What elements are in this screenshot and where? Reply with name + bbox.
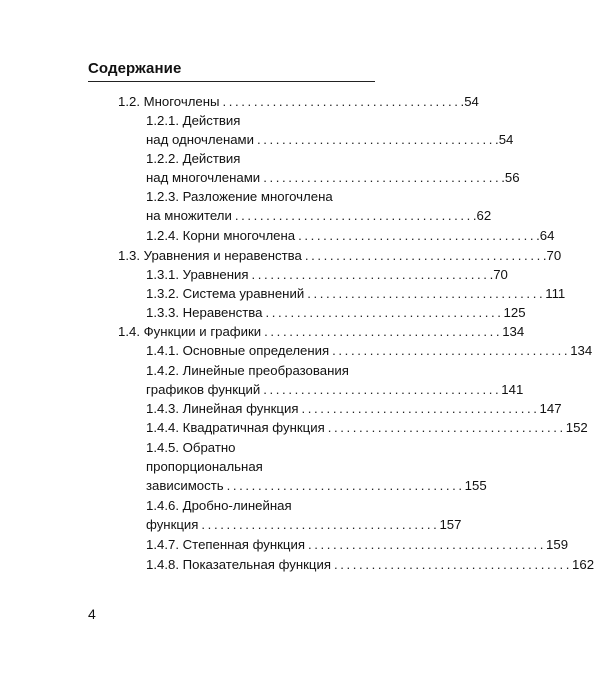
toc-entry-1-3[interactable] <box>118 246 562 265</box>
toc-entry-1-4-5-line3[interactable] <box>146 476 487 495</box>
toc-entry-page: 152 <box>565 420 588 435</box>
dot-leader: ...................................... <box>251 267 490 282</box>
toc-entry-page: .70 <box>489 267 508 282</box>
dot-leader: ...................................... <box>308 537 547 552</box>
toc-entry-1-4-2-line1[interactable] <box>146 361 371 380</box>
toc-entry-page: 157 <box>439 517 462 532</box>
toc-entry-title: над многочленами <box>146 170 261 185</box>
toc-entry-page: .70 <box>542 248 562 263</box>
dot-leader: ...................................... <box>327 420 566 435</box>
toc-entry-1-4-3[interactable] <box>146 399 562 418</box>
page-title: Содержание <box>88 60 182 77</box>
dot-leader: ...................................... <box>307 286 546 301</box>
toc-entry-title: 1.4.2. Линейные преобразования <box>146 363 349 378</box>
toc-entry-title: 1.3.3. Неравенства <box>146 305 263 320</box>
toc-entry-page: 134 <box>570 343 593 358</box>
dot-leader: ...................................... <box>334 557 573 572</box>
toc-entry-title: функция <box>146 517 199 532</box>
toc-entry-1-3-1[interactable] <box>146 265 508 284</box>
toc-entry-page: 159 <box>546 537 569 552</box>
toc-entry-1-4-5-line2[interactable] <box>146 457 371 476</box>
dot-leader: ...................................... <box>301 401 540 416</box>
toc-entry-page: 141 <box>501 382 524 397</box>
page-number: 4 <box>88 606 96 622</box>
toc-entry-title: 1.3. Уравнения и неравенства <box>118 248 302 263</box>
toc-entry-page: 162 <box>572 557 594 572</box>
dot-leader: ...................................... <box>332 343 571 358</box>
dot-leader: ...................................... <box>201 517 440 532</box>
toc-entry-title: 1.2.2. Действия <box>146 151 241 166</box>
toc-entry-1-4-6-line1[interactable] <box>146 496 371 515</box>
toc-entry-page: 134 <box>502 324 525 339</box>
toc-entry-1-4-8[interactable] <box>146 555 594 574</box>
toc-entry-1-2-2-line1[interactable] <box>146 149 371 168</box>
toc-entry-1-2-4[interactable] <box>146 226 555 245</box>
toc-entry-1-2-1-line2[interactable] <box>146 130 514 149</box>
toc-entry-1-2[interactable] <box>118 92 479 111</box>
toc-entry-title: 1.4.3. Линейная функция <box>146 401 299 416</box>
toc-entry-1-4[interactable] <box>118 322 525 341</box>
toc-entry-title: 1.4. Функции и графики <box>118 324 262 339</box>
toc-entry-1-4-5-line1[interactable] <box>146 438 371 457</box>
toc-entry-page: .54 <box>460 94 479 109</box>
toc-entry-title: 1.4.8. Показательная функция <box>146 557 331 572</box>
dot-leader: ...................................... <box>226 478 465 493</box>
toc-entry-title: 1.3.1. Уравнения <box>146 267 249 282</box>
toc-entry-title: 1.2.3. Разложение многочлена <box>146 189 333 204</box>
toc-entry-title: 1.2. Многочлены <box>118 94 220 109</box>
toc-entry-title: на множители <box>146 208 232 223</box>
toc-entry-1-2-3-line1[interactable] <box>146 187 371 206</box>
toc-entry-1-4-2-line2[interactable] <box>146 380 524 399</box>
toc-entry-title: 1.4.7. Степенная функция <box>146 537 305 552</box>
dot-leader: ...................................... <box>304 248 543 263</box>
toc-entry-title: 1.4.4. Квадратичная функция <box>146 420 325 435</box>
dot-leader: ...................................... <box>264 324 503 339</box>
toc-entry-title: 1.4.1. Основные определения <box>146 343 330 358</box>
toc-entry-1-4-4[interactable] <box>146 418 588 437</box>
toc-entry-title: 1.3.2. Система уравнений <box>146 286 305 301</box>
toc-entry-title: пропорциональная <box>146 459 263 474</box>
toc-entry-title: 1.2.4. Корни многочлена <box>146 228 296 243</box>
toc-entry-page: .56 <box>501 170 520 185</box>
toc-entry-1-4-7[interactable] <box>146 535 569 554</box>
toc-entry-1-2-2-line2[interactable] <box>146 168 520 187</box>
toc-entry-page: 155 <box>464 478 487 493</box>
toc-entry-1-2-1-line1[interactable] <box>146 111 371 130</box>
dot-leader: ...................................... <box>257 132 496 147</box>
toc-entry-title: 1.2.1. Действия <box>146 113 241 128</box>
toc-entry-1-2-3-line2[interactable] <box>146 206 492 225</box>
dot-leader: ...................................... <box>234 208 473 223</box>
toc-entry-title: зависимость <box>146 478 224 493</box>
toc-entry-page: .62 <box>472 208 492 223</box>
dot-leader: ...................................... <box>263 170 502 185</box>
toc-entry-1-4-6-line2[interactable] <box>146 515 462 534</box>
toc-entry-page: .64 <box>536 228 555 243</box>
toc-entry-title: графиков функций <box>146 382 261 397</box>
dot-leader: ...................................... <box>222 94 461 109</box>
toc-entry-page: 147 <box>539 401 562 416</box>
toc-entry-title: 1.4.5. Обратно <box>146 440 236 455</box>
dot-leader: ...................................... <box>298 228 537 243</box>
toc-entry-title: 1.4.6. Дробно-линейная <box>146 498 292 513</box>
dot-leader: ...................................... <box>265 305 504 320</box>
toc-entry-page: .54 <box>495 132 514 147</box>
toc-entry-page: 111 <box>545 286 566 301</box>
dot-leader: ...................................... <box>263 382 502 397</box>
toc-entry-title: над одночленами <box>146 132 254 147</box>
toc-entry-page: 125 <box>503 305 526 320</box>
toc-entry-1-4-1[interactable] <box>146 341 593 360</box>
toc-entry-1-3-2[interactable] <box>146 284 566 303</box>
toc-entry-1-3-3[interactable] <box>146 303 526 322</box>
